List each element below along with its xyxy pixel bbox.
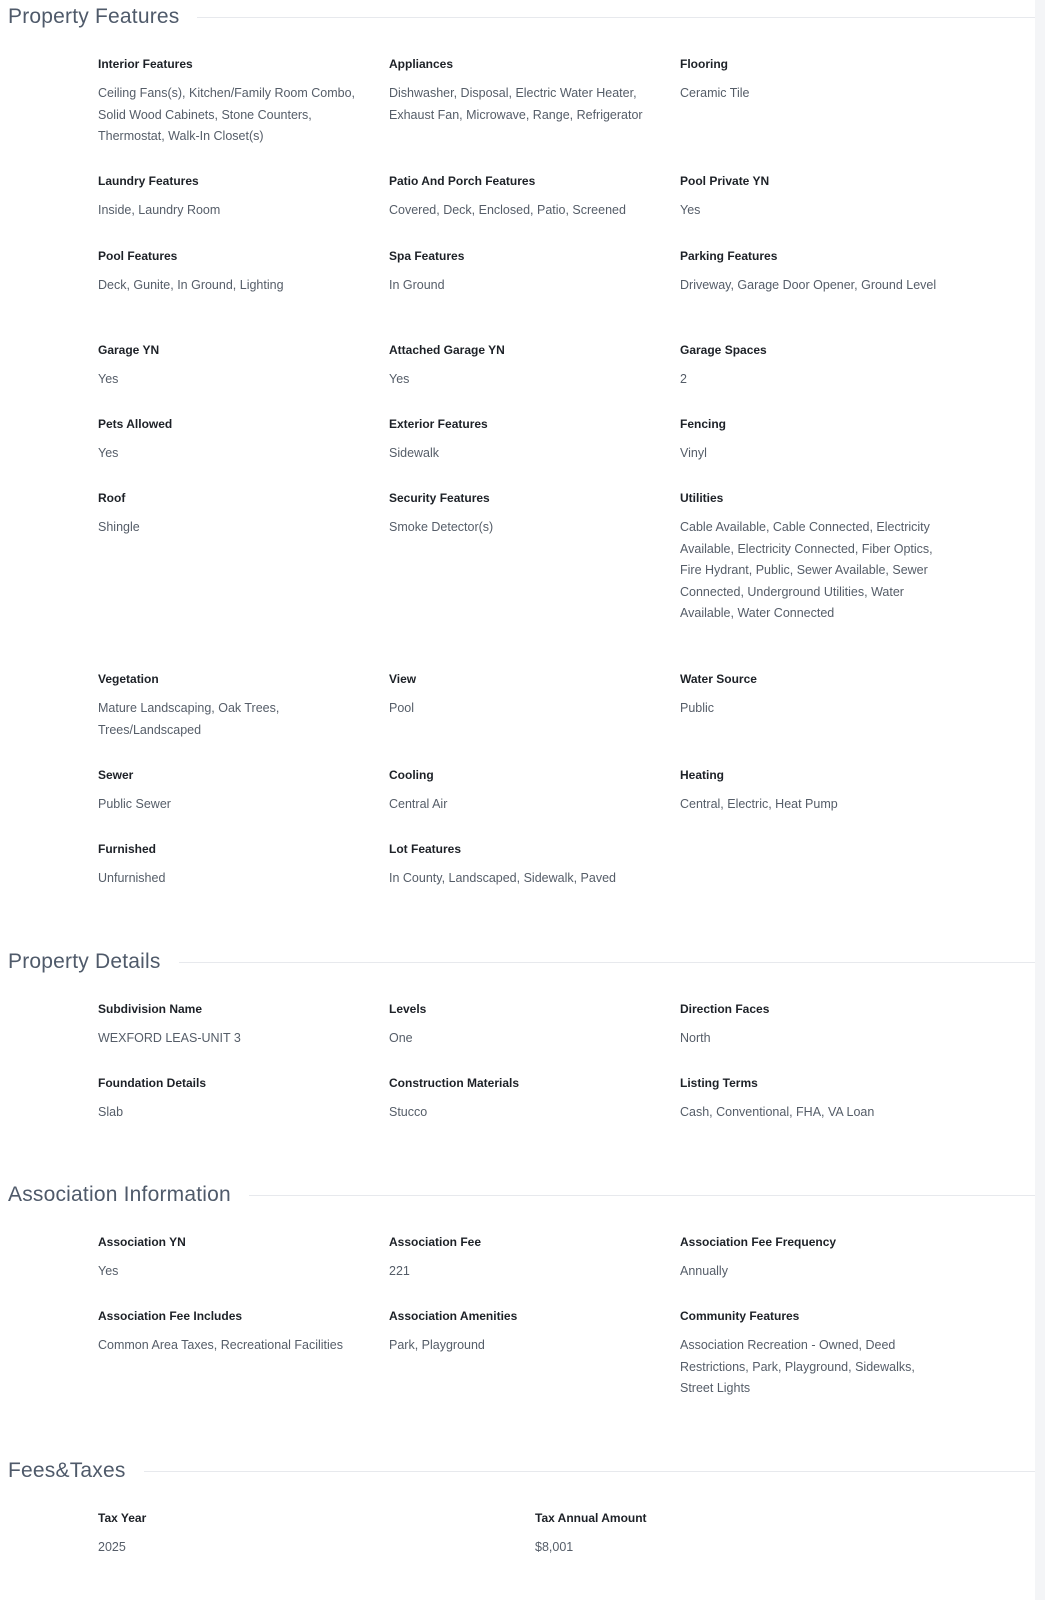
field-label: Construction Materials [389, 1076, 520, 1090]
field-value: North [680, 1031, 711, 1045]
field-value: Annually [680, 1264, 728, 1278]
field-value: Yes [98, 372, 119, 386]
field-furnished [98, 841, 360, 890]
field-label: Pool Features [98, 249, 178, 263]
field-label: Flooring [680, 57, 728, 71]
field-construction-materials [389, 1075, 651, 1124]
field-value: Public [680, 701, 715, 715]
field-value: Vinyl [680, 446, 707, 460]
field-security-features [389, 490, 651, 539]
field-association-amenities [389, 1308, 651, 1357]
field-value: Cash, Conventional, FHA, VA Loan [680, 1105, 875, 1119]
field-value: 2025 [98, 1540, 126, 1554]
field-label: Vegetation [98, 672, 159, 686]
field-laundry-features [98, 173, 360, 222]
field-value: WEXFORD LEAS-UNIT 3 [98, 1031, 241, 1045]
field-value: Park, Playground [389, 1338, 485, 1352]
field-value: Cable Available, Cable Connected, Electricity Available, Electricity Connected, Fiber Optics, Fire Hydrant, Public, Sewer Available, Sewer Connected, Underground Utilities, Water Available, Water Connected [680, 520, 933, 620]
field-value: Yes [98, 446, 119, 460]
section-divider [179, 962, 1035, 963]
field-label: Association YN [98, 1235, 186, 1249]
scrollbar-track[interactable] [1035, 0, 1045, 1600]
field-label: Exterior Features [389, 417, 488, 431]
field-value: Sidewalk [389, 446, 440, 460]
field-listing-terms [680, 1075, 942, 1124]
field-label: Parking Features [680, 249, 778, 263]
field-label: Pets Allowed [98, 417, 173, 431]
section-divider [144, 1471, 1035, 1472]
field-label: Cooling [389, 768, 434, 782]
field-value: 2 [680, 372, 687, 386]
field-value: Unfurnished [98, 871, 166, 885]
field-value: Ceiling Fans(s), Kitchen/Family Room Combo, Solid Wood Cabinets, Stone Counters, Thermostat, Walk-In Closet(s) [98, 86, 356, 143]
field-garage-spaces [680, 342, 942, 391]
field-value: In County, Landscaped, Sidewalk, Paved [389, 871, 616, 885]
field-direction-faces [680, 1001, 942, 1050]
field-garage [98, 342, 360, 391]
field-label: Foundation Details [98, 1076, 206, 1090]
field-tax-annual-amount [535, 1510, 797, 1559]
field-label: Tax Annual Amount [535, 1511, 647, 1525]
field-label: Tax Year [98, 1511, 147, 1525]
field-value: Deck, Gunite, In Ground, Lighting [98, 278, 284, 292]
field-label: Attached Garage YN [389, 343, 505, 357]
section-header [0, 1456, 1035, 1486]
field-label: Utilities [680, 491, 724, 505]
field-label: Association Fee Frequency [680, 1235, 837, 1249]
field-label: Interior Features [98, 57, 193, 71]
field-foundation-details [98, 1075, 360, 1124]
field-value: Yes [389, 372, 410, 386]
field-cooling [389, 767, 651, 816]
field-value: In Ground [389, 278, 445, 292]
field-label: Pool Private YN [680, 174, 770, 188]
field-pool-features [98, 248, 360, 297]
field-vegetation [98, 671, 360, 741]
field-label: Patio And Porch Features [389, 174, 536, 188]
field-label: Association Fee Includes [98, 1309, 243, 1323]
field-label: Water Source [680, 672, 757, 686]
section-title-association-information: Association Information [8, 1183, 231, 1206]
section-header [0, 2, 1035, 32]
field-label: Lot Features [389, 842, 462, 856]
field-value: Driveway, Garage Door Opener, Ground Level [680, 278, 937, 292]
field-label: Direction Faces [680, 1002, 770, 1016]
field-value: Yes [98, 1264, 119, 1278]
field-value: Central, Electric, Heat Pump [680, 797, 838, 811]
field-value: $8,001 [535, 1540, 574, 1554]
field-tax-year [98, 1510, 360, 1559]
fees-taxes-section [0, 1456, 1035, 1554]
section-divider [197, 17, 1035, 18]
field-label: View [389, 672, 417, 686]
field-association-fee [389, 1234, 651, 1283]
section-header [0, 1180, 1035, 1210]
field-levels [389, 1001, 651, 1050]
field-label: Association Fee [389, 1235, 482, 1249]
field-value: Central Air [389, 797, 448, 811]
field-flooring [680, 56, 942, 105]
field-value: Inside, Laundry Room [98, 203, 221, 217]
field-association-fee-frequency [680, 1234, 942, 1283]
field-value: Stucco [389, 1105, 428, 1119]
property-details-section [0, 947, 1035, 1119]
field-subdivision-name [98, 1001, 360, 1050]
field-value: Public Sewer [98, 797, 171, 811]
field-value: Yes [680, 203, 701, 217]
field-water-source [680, 671, 942, 720]
section-divider [249, 1195, 1035, 1196]
field-label: Listing Terms [680, 1076, 758, 1090]
field-value: Association Recreation - Owned, Deed Restrictions, Park, Playground, Sidewalks, Street Lights [680, 1338, 915, 1395]
property-features-section [0, 2, 1035, 885]
field-value: Dishwasher, Disposal, Electric Water Heater, Exhaust Fan, Microwave, Range, Refrigerator [389, 86, 643, 122]
field-fencing [680, 416, 942, 465]
field-value: Mature Landscaping, Oak Trees, Trees/Landscaped [98, 701, 280, 737]
field-label: Subdivision Name [98, 1002, 203, 1016]
field-label: Fencing [680, 417, 727, 431]
section-title-property-features: Property Features [8, 5, 180, 28]
field-community-features [680, 1308, 942, 1400]
field-value: Pool [389, 701, 415, 715]
field-lot-features [389, 841, 651, 890]
field-patio-porch-features [389, 173, 651, 222]
field-parking-features [680, 248, 942, 297]
field-attached-garage [389, 342, 651, 391]
field-label: Heating [680, 768, 725, 782]
field-value: Covered, Deck, Enclosed, Patio, Screened [389, 203, 626, 217]
field-label: Spa Features [389, 249, 465, 263]
field-exterior-features [389, 416, 651, 465]
field-sewer [98, 767, 360, 816]
field-heating [680, 767, 942, 816]
field-value: Smoke Detector(s) [389, 520, 494, 534]
field-association-fee-includes [98, 1308, 360, 1357]
field-roof [98, 490, 360, 539]
field-label: Community Features [680, 1309, 800, 1323]
field-utilities [680, 490, 942, 625]
field-label: Roof [98, 491, 126, 505]
field-label: Security Features [389, 491, 490, 505]
field-value: Slab [98, 1105, 124, 1119]
field-label: Laundry Features [98, 174, 199, 188]
field-label: Garage YN [98, 343, 160, 357]
association-information-section [0, 1180, 1035, 1395]
field-interior-features [98, 56, 360, 148]
field-pets-allowed [98, 416, 360, 465]
section-title-property-details: Property Details [8, 950, 161, 973]
section-header [0, 947, 1035, 977]
field-value: Shingle [98, 520, 140, 534]
field-appliances [389, 56, 651, 126]
field-label: Appliances [389, 57, 454, 71]
section-title-fees-taxes: Fees&Taxes [8, 1459, 126, 1482]
field-label: Levels [389, 1002, 427, 1016]
field-view [389, 671, 651, 720]
field-label: Furnished [98, 842, 157, 856]
field-association-yn [98, 1234, 360, 1283]
field-pool-private [680, 173, 942, 222]
field-label: Association Amenities [389, 1309, 518, 1323]
field-value: Common Area Taxes, Recreational Facilities [98, 1338, 344, 1352]
field-value: One [389, 1031, 413, 1045]
field-label: Sewer [98, 768, 134, 782]
field-value: 221 [389, 1264, 410, 1278]
field-label: Garage Spaces [680, 343, 767, 357]
field-spa-features [389, 248, 651, 297]
field-value: Ceramic Tile [680, 86, 750, 100]
